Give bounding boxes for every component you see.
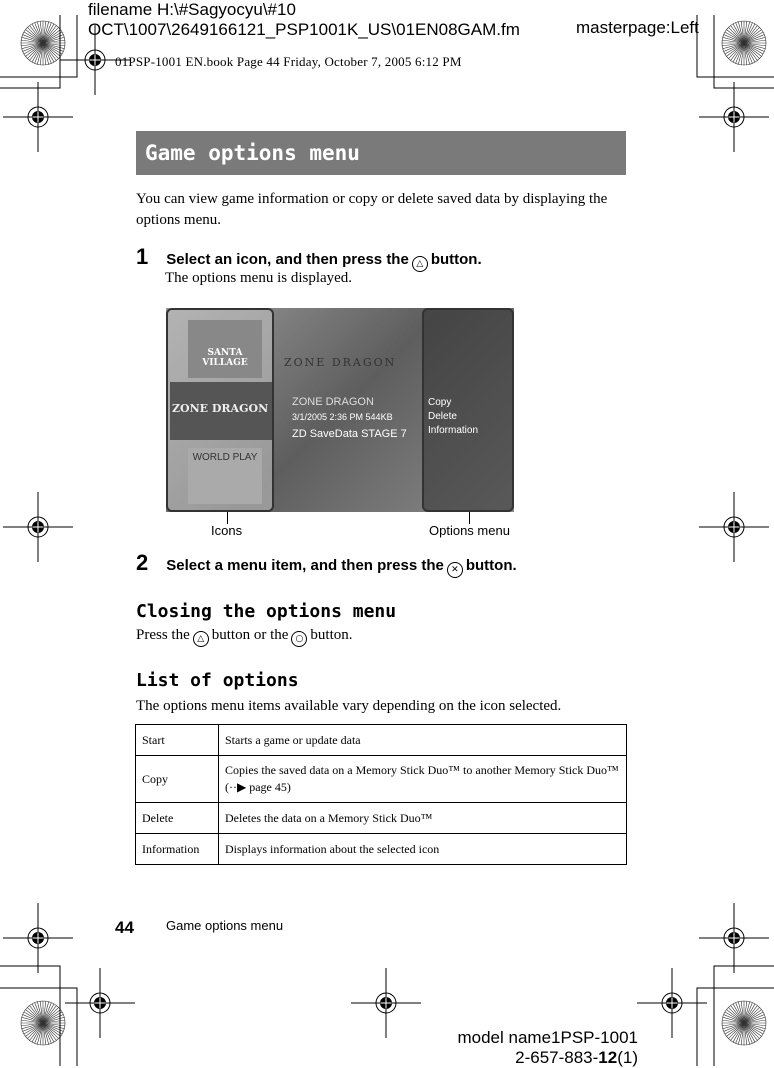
option-name: Start <box>136 725 219 756</box>
step-subtext: The options menu is displayed. <box>165 270 353 286</box>
menu-item-delete[interactable]: Delete <box>428 411 457 422</box>
table-row <box>136 756 627 803</box>
options-table <box>135 724 627 865</box>
step-text: Select an icon, and then press the △ button. <box>166 251 481 268</box>
section-title-banner: Game options menu <box>136 131 626 175</box>
game-icon: SANTA VILLAGE <box>188 320 262 378</box>
menu-item-copy[interactable]: Copy <box>428 397 452 408</box>
crosshair-mark-icon <box>699 82 769 152</box>
option-description: Starts a game or update data <box>219 725 627 756</box>
step-number: 2 <box>136 550 149 575</box>
cross-button-icon: ✕ <box>447 562 463 578</box>
table-row <box>136 803 627 834</box>
option-name: Delete <box>136 803 219 834</box>
crosshair-mark-icon <box>351 968 421 1038</box>
starburst-mark-icon <box>21 21 65 65</box>
game-icon: WORLD PLAY <box>188 448 262 504</box>
circle-button-icon: ○ <box>291 631 307 647</box>
model-info <box>457 1028 638 1068</box>
step-1 <box>136 244 482 289</box>
option-description: Displays information about the selected icon <box>219 834 627 865</box>
option-description: Deletes the data on a Memory Stick Duo™ <box>219 803 627 834</box>
crop-mark <box>697 988 774 1066</box>
filename-line-1: filename H:\#Sagyocyu\#10 <box>88 0 296 19</box>
table-row <box>136 834 627 865</box>
info-save-name: ZD SaveData STAGE 7 <box>292 428 407 440</box>
starburst-mark-icon <box>21 1001 65 1045</box>
icons-callout-label: Icons <box>211 523 243 538</box>
option-name: Information <box>136 834 219 865</box>
page-number: 44 <box>115 918 134 937</box>
crosshair-mark-icon <box>3 903 73 973</box>
step-2 <box>136 550 517 578</box>
triangle-button-icon: △ <box>412 256 428 272</box>
option-name: Copy <box>136 756 219 803</box>
triangle-button-icon: △ <box>193 631 209 647</box>
step-number: 1 <box>136 244 149 269</box>
filename-line-2: OCT\1007\2649166121_PSP1001K_US\01EN08GAM.fm <box>88 20 520 39</box>
crop-mark <box>0 988 77 1066</box>
crosshair-mark-icon <box>3 82 73 152</box>
options-menu-panel <box>422 308 514 512</box>
step-text: Select a menu item, and then press the ✕ button. <box>166 557 516 574</box>
model-code: 2-657-883-12(1) <box>515 1048 638 1067</box>
icons-panel <box>166 308 274 512</box>
running-title: Game options menu <box>166 918 284 933</box>
crosshair-mark-icon <box>699 903 769 973</box>
closing-text: Press the △ button or the ○ button. <box>136 625 353 647</box>
list-heading: List of options <box>136 670 299 691</box>
starburst-mark-icon <box>722 1001 766 1045</box>
masterpage-label: masterpage:Left <box>576 18 699 37</box>
crop-mark <box>697 15 774 77</box>
crosshair-mark-icon <box>65 968 135 1038</box>
table-row <box>136 725 627 756</box>
bg-title: ZONE DRAGON <box>284 356 397 369</box>
options-callout-label: Options menu <box>429 523 510 538</box>
book-info-line: 01PSP-1001 EN.book Page 44 Friday, October 7, 2005 6:12 PM <box>115 54 462 69</box>
option-description: Copies the saved data on a Memory Stick Duo™ to another Memory Stick Duo™ (··▶ page 45) <box>219 756 627 803</box>
crop-mark <box>0 966 60 1066</box>
game-icon-selected: ZONE DRAGON <box>170 382 272 440</box>
crop-mark <box>0 15 77 77</box>
crosshair-mark-icon <box>699 492 769 562</box>
starburst-mark-icon <box>722 21 766 65</box>
options-menu-screenshot <box>166 308 514 512</box>
info-date: 3/1/2005 2:36 PM 544KB <box>292 412 393 422</box>
intro-text: You can view game information or copy or delete saved data by displaying the options menu. <box>136 191 608 228</box>
crosshair-mark-icon <box>3 492 73 562</box>
menu-item-information[interactable]: Information <box>428 425 479 436</box>
model-name: model name1PSP-1001 <box>457 1028 638 1047</box>
info-title: ZONE DRAGON <box>292 396 374 408</box>
print-header-filename <box>88 0 520 40</box>
list-intro: The options menu items available vary depending on the icon selected. <box>136 698 562 714</box>
options-menu-list <box>428 396 478 438</box>
closing-heading: Closing the options menu <box>136 601 397 622</box>
